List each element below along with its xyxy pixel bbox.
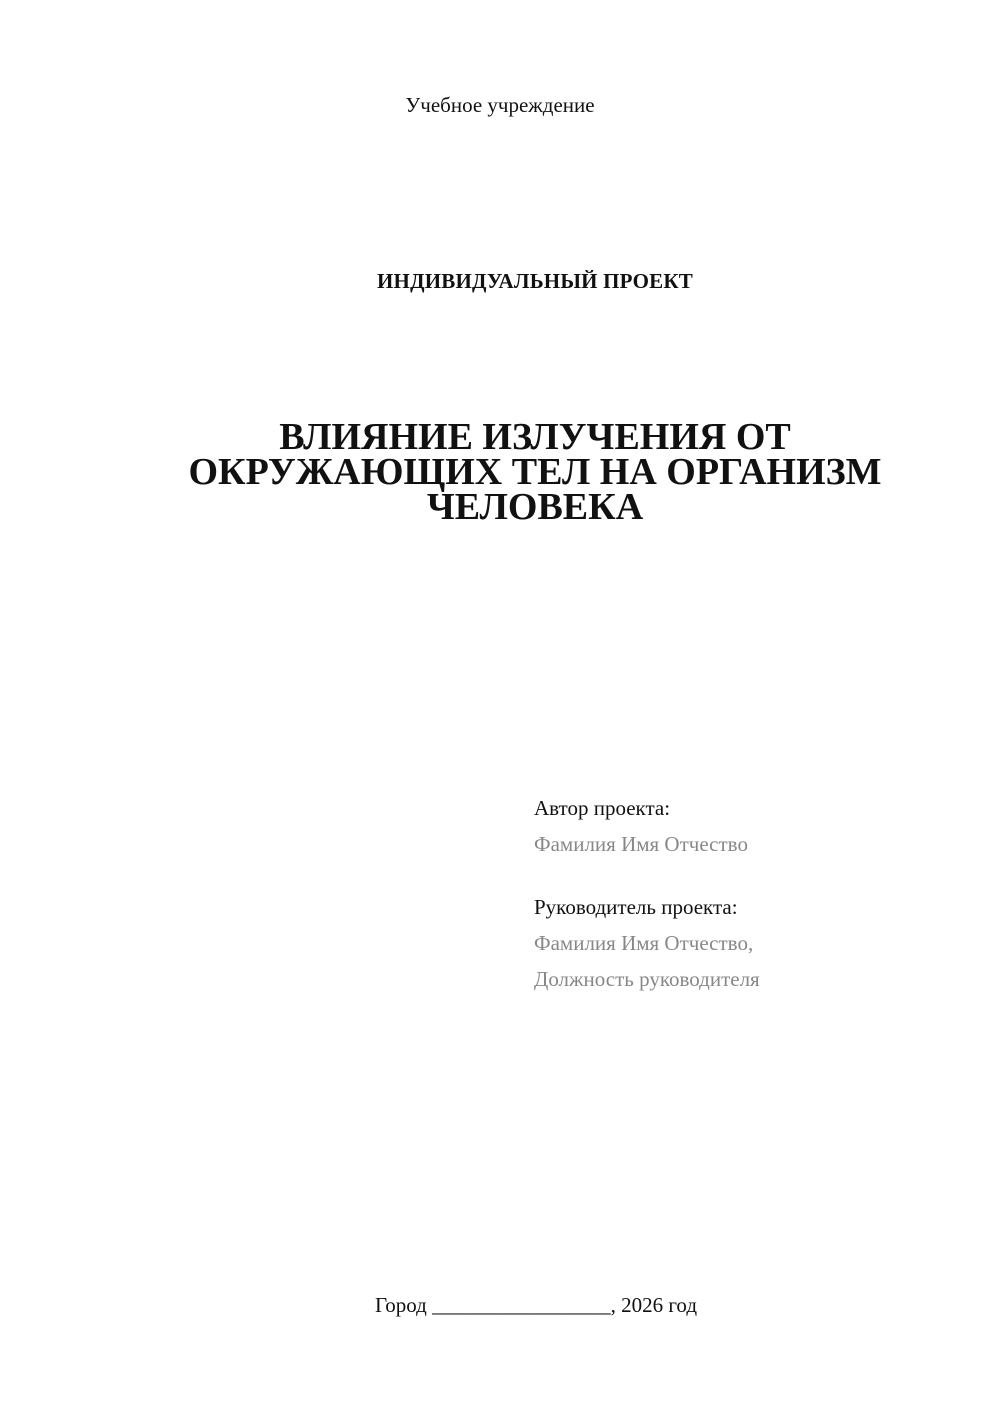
- city-year-line: Город _________________, 2026 год: [374, 1293, 698, 1317]
- project-title-line: ЧЕЛОВЕКА: [426, 486, 644, 528]
- document-type: ИНДИВИДУАЛЬНЫЙ ПРОЕКТ: [377, 269, 693, 293]
- project-title: [150, 416, 920, 528]
- project-title-line: ОКРУЖАЮЩИХ ТЕЛ НА ОРГАНИЗМ: [188, 451, 882, 493]
- spacer: [534, 862, 974, 889]
- supervisor-name: Фамилия Имя Отчество,: [534, 931, 754, 955]
- institution-name: Учебное учреждение: [405, 93, 595, 117]
- project-title-line: ВЛИЯНИЕ ИЗЛУЧЕНИЯ ОТ: [279, 416, 791, 458]
- supervisor-label: Руководитель проекта:: [534, 895, 738, 919]
- author-label: Автор проекта:: [534, 796, 671, 820]
- credits-block: [534, 790, 974, 997]
- supervisor-position: Должность руководителя: [534, 967, 760, 991]
- author-name: Фамилия Имя Отчество: [534, 832, 748, 856]
